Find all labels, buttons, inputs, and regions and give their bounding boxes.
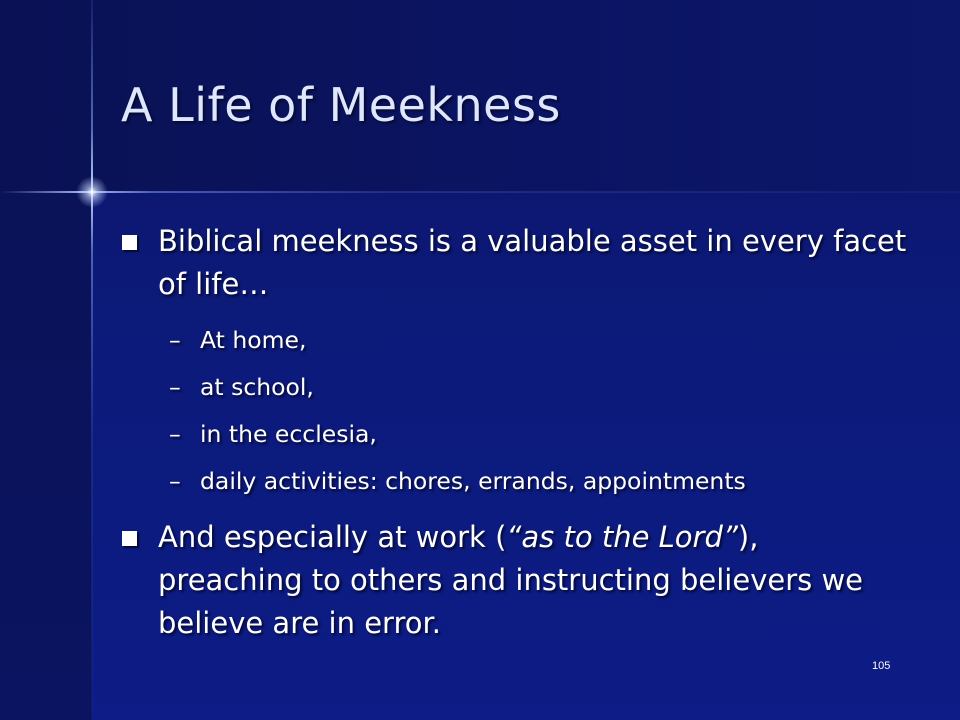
bullet-text-before: And especially at work ( xyxy=(158,520,507,554)
sub-item-text: daily activities: chores, errands, appointments xyxy=(200,467,746,495)
bullet-quote: “as to the Lord” xyxy=(506,520,738,554)
page-number: 105 xyxy=(872,660,891,672)
sub-item-text: at school, xyxy=(200,373,314,401)
square-bullet-icon xyxy=(122,531,137,546)
dash-icon: – xyxy=(169,420,181,448)
square-bullet-icon xyxy=(122,235,137,250)
slide-title: A Life of Meekness xyxy=(121,78,561,132)
sub-item xyxy=(120,364,910,411)
bullet-item xyxy=(120,516,910,645)
sub-item xyxy=(120,317,910,364)
left-band xyxy=(0,192,92,720)
dash-icon: – xyxy=(169,467,181,495)
sparkle-icon xyxy=(76,176,108,208)
bullet-text: Biblical meekness is a valuable asset in every facet of life… xyxy=(158,224,907,301)
bullet-item xyxy=(120,220,910,306)
vertical-glow-line xyxy=(91,0,93,720)
bullet-text-after: ), preaching to others and instructing believers we believe are in error. xyxy=(158,520,864,640)
sub-item-text: At home, xyxy=(200,326,307,354)
dash-icon: – xyxy=(169,326,181,354)
sub-list xyxy=(120,317,910,505)
sub-item xyxy=(120,411,910,458)
dash-icon: – xyxy=(169,373,181,401)
sub-item-text: in the ecclesia, xyxy=(200,420,377,448)
horizontal-glow-line xyxy=(0,191,960,193)
sub-item xyxy=(120,458,910,505)
slide-body xyxy=(120,220,910,645)
